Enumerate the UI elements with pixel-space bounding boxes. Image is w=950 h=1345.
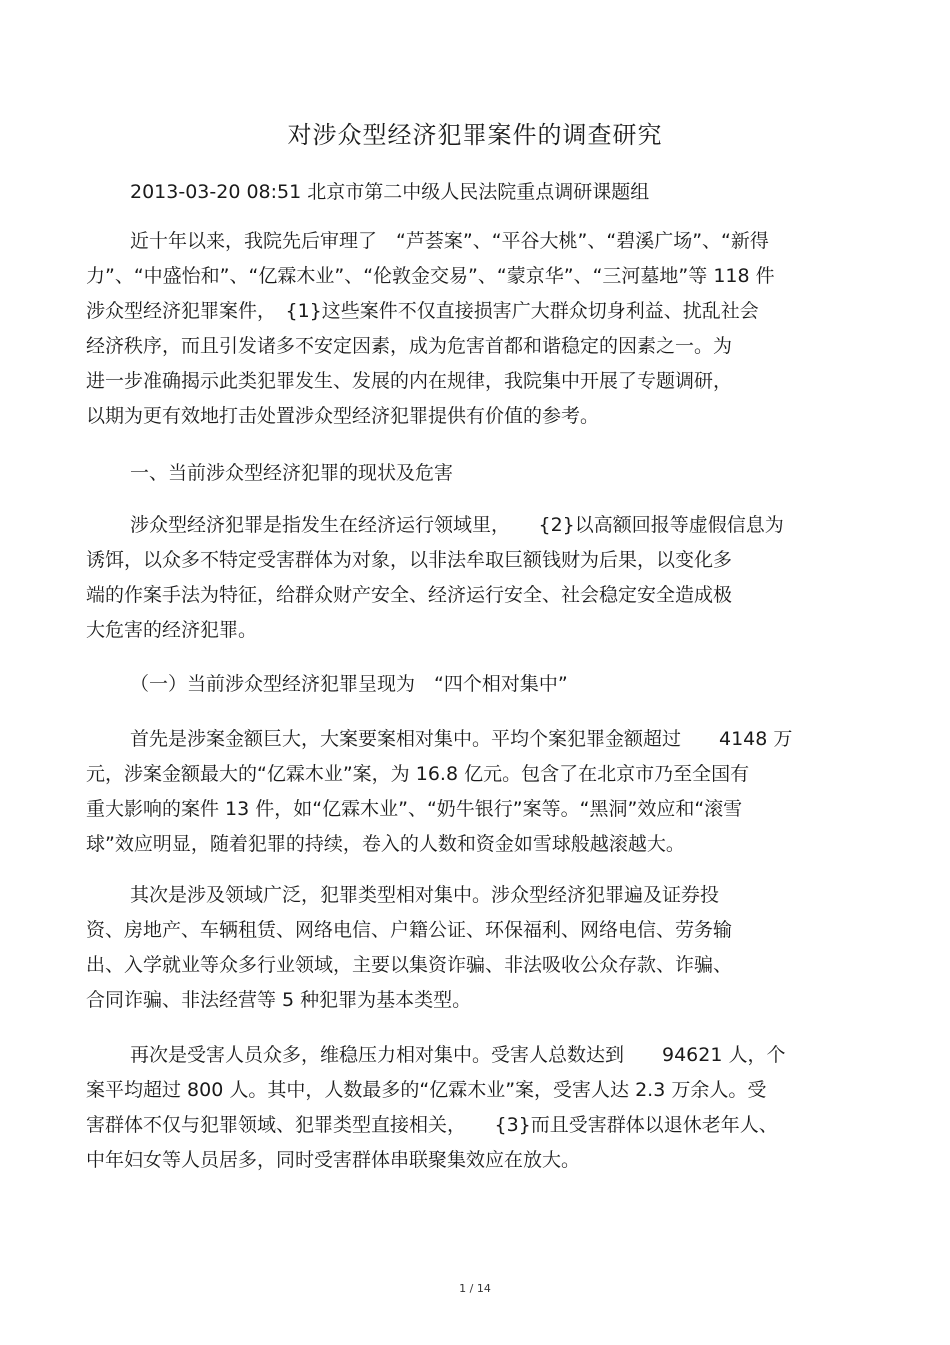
paragraph-line: 重大影响的案件 13 件，如“亿霖木业”、“奶牛银行”案等。“黑洞”效应和“滚雪	[86, 798, 743, 820]
paragraph-line: 案平均超过 800 人。其中，人数最多的“亿霖木业”案，受害人达 2.3 万余人。受	[86, 1079, 767, 1101]
section-heading: 一、当前涉众型经济犯罪的现状及危害	[130, 462, 454, 484]
paragraph-line: 资、房地产、车辆租赁、网络电信、户籍公证、环保福利、网络电信、劳务输	[86, 919, 733, 941]
paragraph-line: 涉众型经济犯罪案件， {1}这些案件不仅直接损害广大群众切身利益、扰乱社会	[86, 300, 759, 322]
paragraph-line: 大危害的经济犯罪。	[86, 619, 258, 641]
paragraph-line: 经济秩序，而且引发诸多不安定因素，成为危害首都和谐稳定的因素之一。为	[86, 335, 733, 357]
paragraph-line: 端的作案手法为特征，给群众财产安全、经济运行安全、社会稳定安全造成极	[86, 584, 733, 606]
page-number: 1 / 14	[459, 1282, 491, 1295]
paragraph-line: 出、入学就业等众多行业领域，主要以集资诈骗、非法吸收公众存款、诈骗、	[86, 954, 733, 976]
paragraph-line: 其次是涉及领域广泛，犯罪类型相对集中。涉众型经济犯罪遍及证券投	[130, 884, 720, 906]
paragraph-line: 球”效应明显，随着犯罪的持续，卷入的人数和资金如雪球般越滚越大。	[86, 833, 685, 855]
paragraph-line: 中年妇女等人员居多，同时受害群体串联聚集效应在放大。	[86, 1149, 581, 1171]
document-byline: 2013-03-20 08:51 北京市第二中级人民法院重点调研课题组	[130, 181, 650, 203]
paragraph-line: 首先是涉案金额巨大，大案要案相对集中。平均个案犯罪金额超过 4148 万	[130, 728, 793, 750]
paragraph-line: 进一步准确揭示此类犯罪发生、发展的内在规律，我院集中开展了专题调研，	[86, 370, 733, 392]
paragraph-line: 合同诈骗、非法经营等 5 种犯罪为基本类型。	[86, 989, 472, 1011]
paragraph-line: 害群体不仅与犯罪领域、犯罪类型直接相关， {3}而且受害群体以退休老年人、	[86, 1114, 778, 1136]
paragraph-line: 涉众型经济犯罪是指发生在经济运行领域里， {2}以高额回报等虚假信息为	[130, 514, 784, 536]
document-title: 对涉众型经济犯罪案件的调查研究	[287, 121, 663, 149]
paragraph-line: 再次是受害人员众多，维稳压力相对集中。受害人总数达到 94621 人，个	[130, 1044, 786, 1066]
subsection-heading: （一）当前涉众型经济犯罪呈现为 “四个相对集中”	[130, 673, 568, 695]
paragraph-line: 近十年以来，我院先后审理了 “芦荟案”、“平谷大桃”、“碧溪广场”、“新得	[130, 230, 769, 252]
paragraph-line: 力”、“中盛怡和”、“亿霖木业”、“伦敦金交易”、“蒙京华”、“三河墓地”等 118 件	[86, 265, 775, 287]
paragraph-line: 诱饵，以众多不特定受害群体为对象，以非法牟取巨额钱财为后果，以变化多	[86, 549, 733, 571]
paragraph-line: 以期为更有效地打击处置涉众型经济犯罪提供有价值的参考。	[86, 405, 600, 427]
paragraph-line: 元，涉案金额最大的“亿霖木业”案，为 16.8 亿元。包含了在北京市乃至全国有	[86, 763, 750, 785]
